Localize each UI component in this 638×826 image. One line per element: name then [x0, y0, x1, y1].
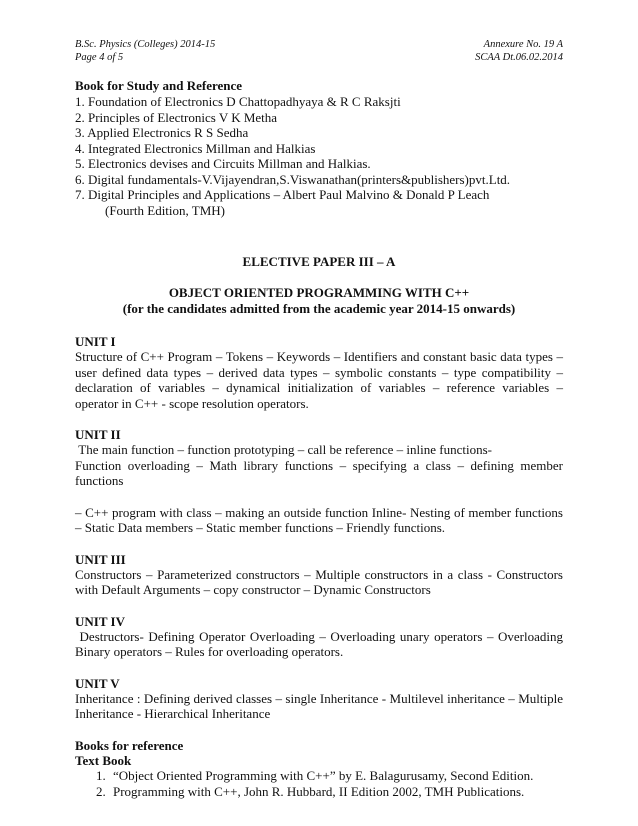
unit-2-heading: UNIT II: [75, 427, 121, 442]
unit-5-heading: UNIT V: [75, 675, 120, 691]
study-refs-list: [75, 94, 563, 218]
unit-4-heading: UNIT IV: [75, 613, 125, 629]
unit-2-content-line2: Function overloading – Math library functions – specifying a class – defining member functions: [75, 457, 563, 488]
text-book-item: 1. “Object Oriented Programming with C++” by E. Balagurusamy, Second Edition.: [109, 768, 563, 784]
document-page: [75, 38, 567, 800]
study-ref-continuation: (Fourth Edition, TMH): [105, 202, 226, 218]
subject-note: (for the candidates admitted from the academic year 2014-15 onwards): [122, 301, 516, 316]
elective-title: ELECTIVE PAPER III – A: [242, 254, 396, 269]
study-ref-item: 1. Foundation of Electronics D Chattopadhyaya & R C Raksjti: [75, 94, 401, 109]
page-header: [75, 38, 563, 64]
unit-5-content: Inheritance : Defining derived classes – single Inheritance - Multilevel inheritance – Multiple Inheritance - Hierarchical Inheritance: [75, 690, 563, 721]
study-ref-item: 5. Electronics devises and Circuits Millman and Halkias.: [75, 156, 371, 171]
subject-title: OBJECT ORIENTED PROGRAMMING WITH C++: [168, 285, 470, 300]
books-heading: Books for reference: [75, 737, 184, 753]
unit-3-content: Constructors – Parameterized constructors – Multiple constructors in a class - Constructors with Default Arguments – copy constructor – Dynamic Constructors: [75, 566, 563, 597]
unit-4-content: Destructors- Defining Operator Overloading – Overloading unary operators – Overloading Binary operators – Rules for overloading operators.: [75, 628, 567, 659]
text-book-list: [75, 768, 563, 800]
header-right: [475, 38, 563, 64]
text-book-item: 2. Programming with C++, John R. Hubbard, II Edition 2002, TMH Publications.: [109, 784, 563, 800]
unit-3-heading: UNIT III: [75, 551, 126, 567]
header-annexure: Annexure No. 19 A: [483, 39, 563, 50]
unit-1-content: Structure of C++ Program – Tokens – Keywords – Identifiers and constant basic data types – user defined data types – derived data types – symbolic constants – type compatibility – declaration of variables – dynamical initialization of variables – reference variables – operator in C++ - scope resolution operators.: [75, 349, 563, 411]
study-ref-item: 7. Digital Principles and Applications – Albert Paul Malvino & Donald P Leach: [75, 187, 490, 202]
study-refs-title: Book for Study and Reference: [75, 78, 243, 93]
unit-2-content-line3: – C++ program with class – making an outside function Inline- Nesting of member functions – Static Data members – Static member functions – Friendly functions.: [75, 504, 563, 535]
study-ref-item: 6. Digital fundamentals-V.Vijayendran,S.Viswanathan(printers&publishers)pvt.Ltd.: [75, 171, 511, 187]
header-course: B.Sc. Physics (Colleges) 2014-15: [75, 39, 216, 50]
unit-2-content-line1: The main function – function prototyping – call be reference – inline functions-: [75, 442, 492, 457]
study-ref-item: 4. Integrated Electronics Millman and Halkias: [75, 140, 316, 156]
header-page-number: Page 4 of 5: [75, 52, 124, 63]
text-book-heading: Text Book: [75, 752, 132, 768]
header-left: [75, 38, 215, 64]
unit-1-heading: UNIT I: [75, 334, 116, 349]
study-ref-item: 2. Principles of Electronics V K Metha: [75, 109, 278, 125]
header-date: SCAA Dt.06.02.2014: [475, 52, 563, 63]
study-ref-item: 3. Applied Electronics R S Sedha: [75, 125, 249, 140]
